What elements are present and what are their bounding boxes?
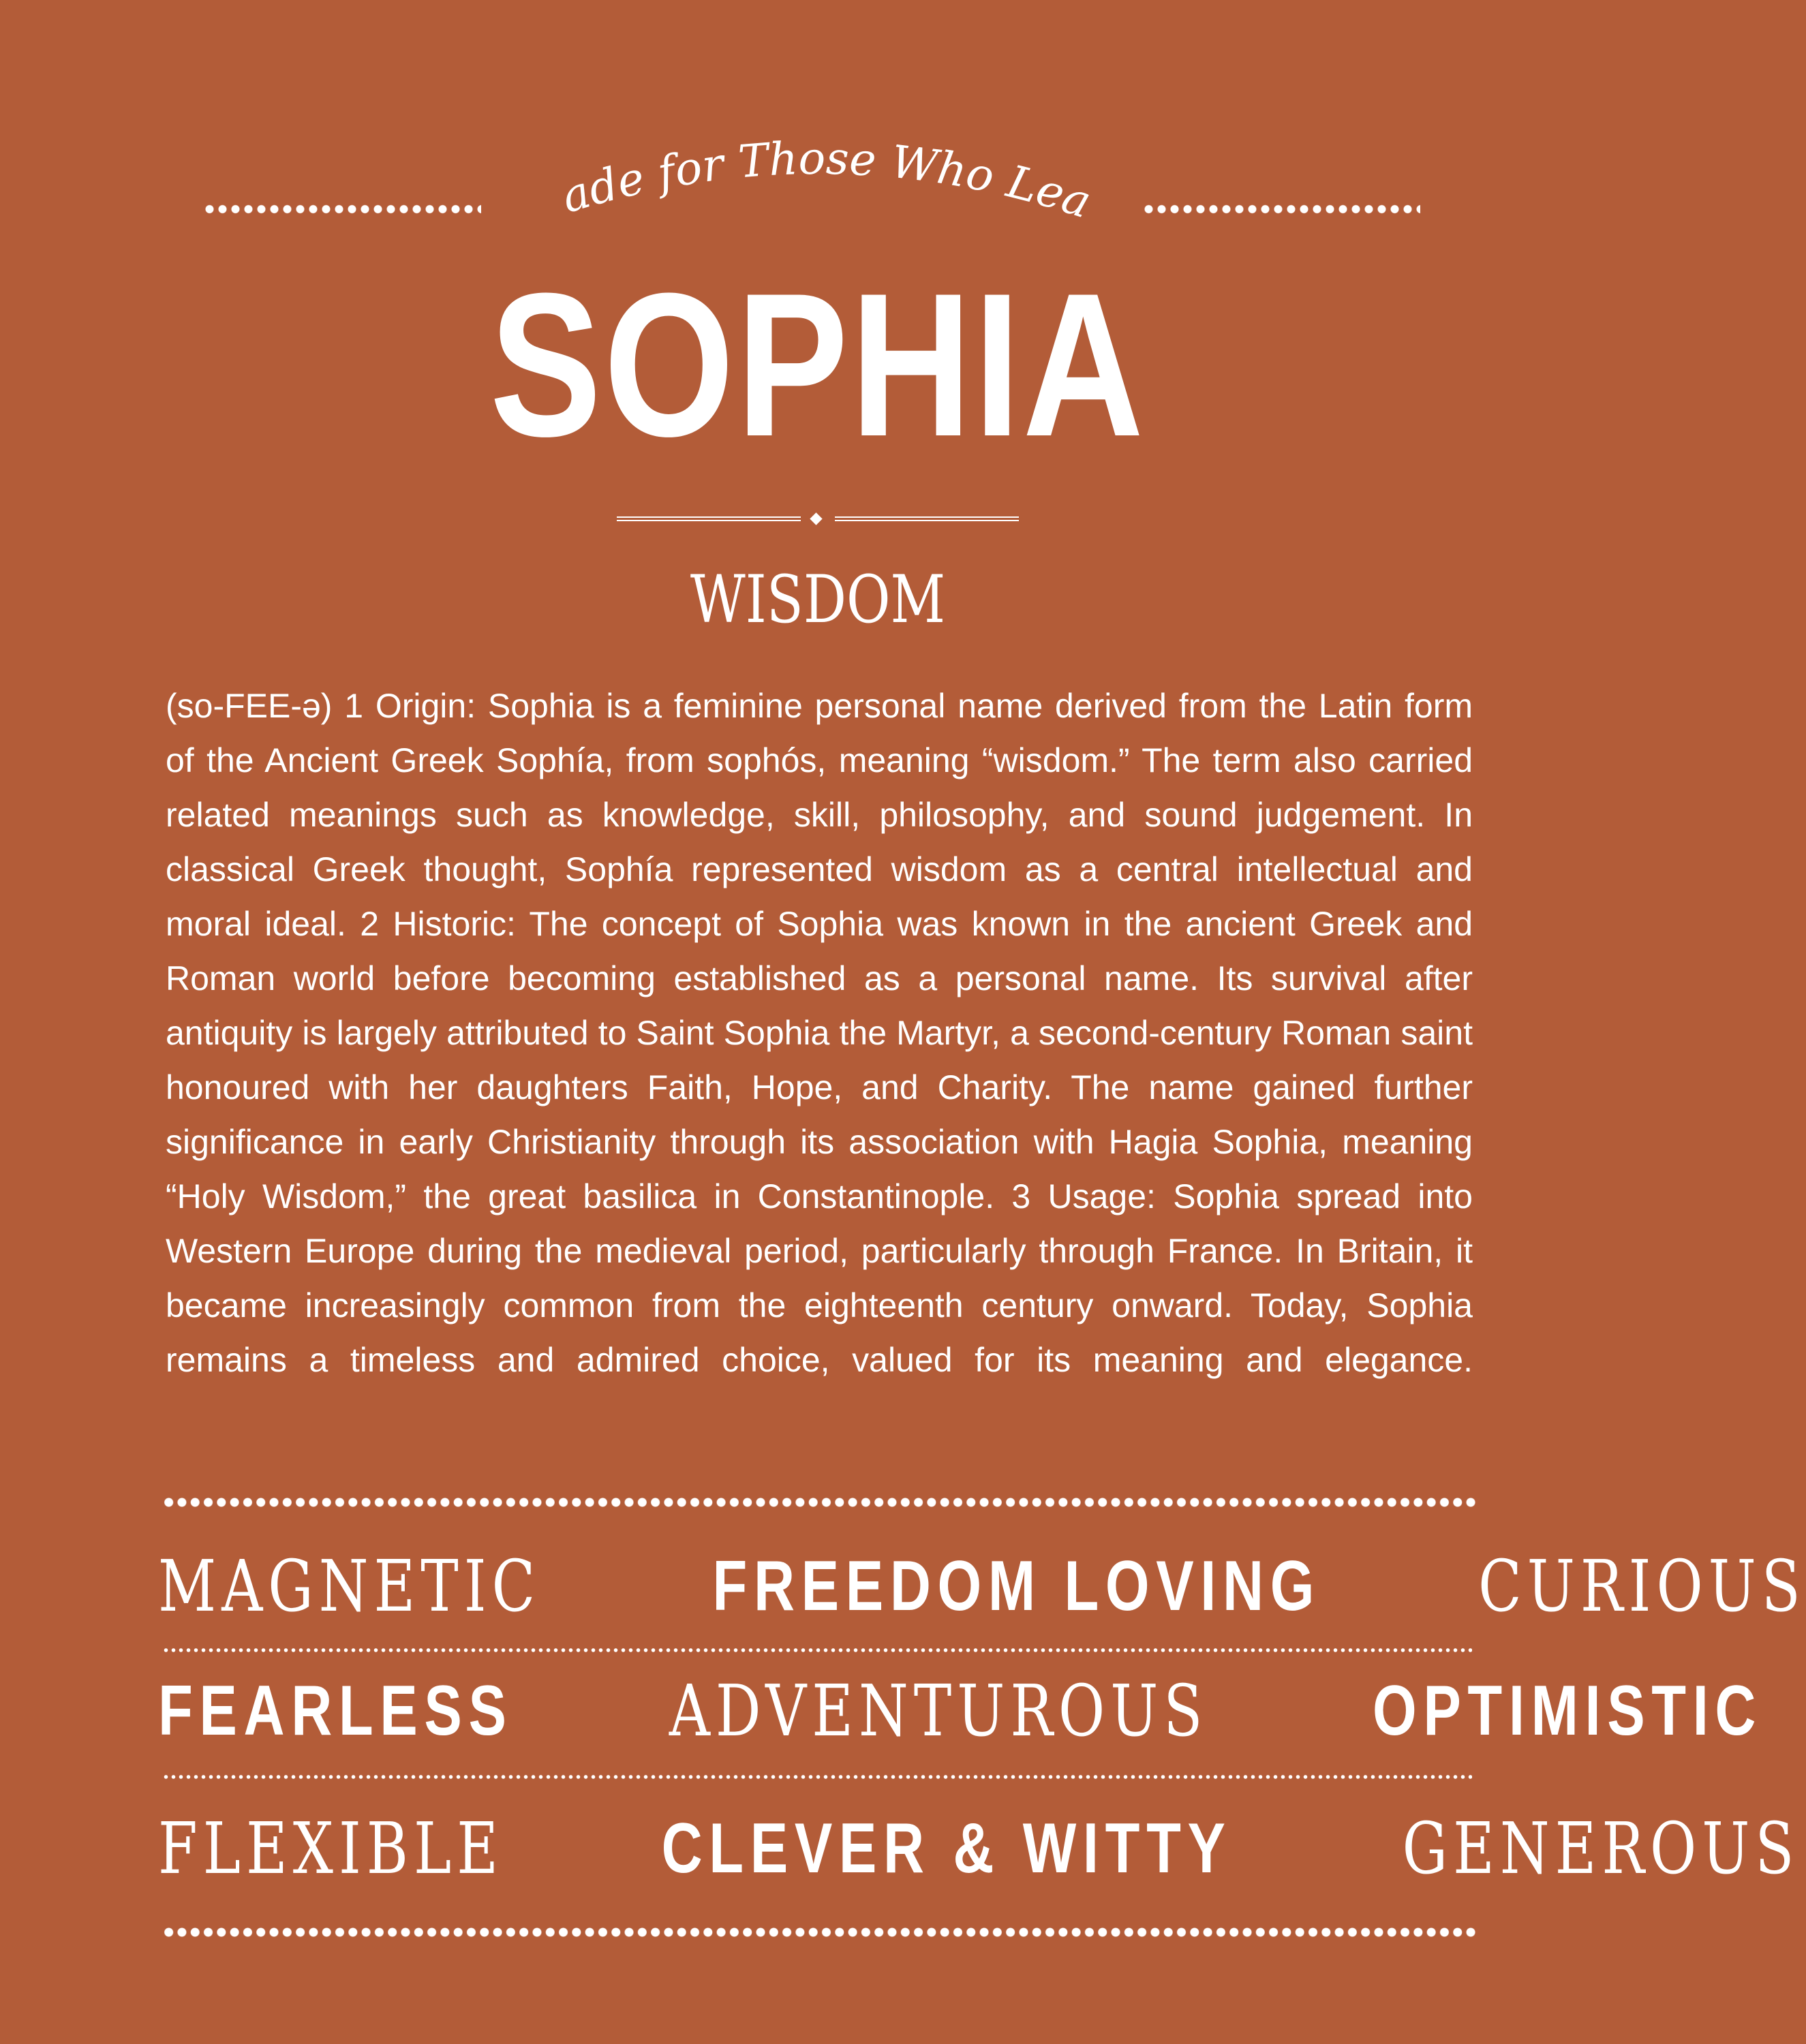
- tagline-arc: [515, 74, 1097, 232]
- ornament-divider: [617, 513, 1019, 529]
- trait: ADVENTUROUS: [669, 1669, 1208, 1752]
- svg-text:Made for Those Who Lead: [515, 74, 1097, 229]
- trait: FEARLESS: [158, 1671, 513, 1750]
- top-left-dotted-rule: [203, 204, 481, 214]
- traits-top-dotted-rule: [162, 1497, 1478, 1508]
- trait: GENEROUS: [1402, 1807, 1800, 1890]
- trait: OPTIMISTIC: [1372, 1671, 1763, 1750]
- ornament-left-line: [617, 516, 801, 521]
- tagline-text: Made for Those Who Lead: [515, 74, 1097, 229]
- trait: FLEXIBLE: [158, 1807, 504, 1890]
- traits-divider-2: [162, 1775, 1472, 1779]
- traits-bottom-dotted-rule: [162, 1927, 1478, 1938]
- trait: FREEDOM LOVING: [712, 1547, 1321, 1626]
- name-description: (so-FEE-ə) 1 Origin: Sophia is a feminine personal name derived from the Latin form of the Ancient Greek Sophía, from sophós, meaning “wisdom.” The term also carried related meanings such as knowledge, skill, philosophy, and sound judgement. In classical Greek thought, Sophía represented wisdom as a central intellectual and moral ideal. 2 Historic: The concept of Sophia was known in the ancient Greek and Roman world before becoming established as a personal name. Its survival after antiquity is largely attributed to Saint Sophia the Martyr, a second-century Roman saint honoured with her daughters Faith, Hope, and Charity. The name gained further significance in early Christianity through its association with Hagia Sophia, meaning “Holy Wisdom,” the great basilica in Constantinople. 3 Usage: Sophia spread into Western Europe during the medieval period, particularly through France. In Britain, it became increasingly common from the eighteenth century onward. Today, Sophia remains a timeless and admired choice, valued for its meaning and elegance.: [166, 687, 1473, 1379]
- ornament-right-line: [835, 516, 1019, 521]
- top-right-dotted-rule: [1142, 204, 1420, 214]
- traits-row-3: [158, 1804, 1800, 1893]
- name-title: SOPHIA: [489, 250, 1146, 479]
- traits-row-1: [158, 1542, 1806, 1630]
- traits-divider-1: [162, 1648, 1472, 1652]
- trait: MAGNETIC: [158, 1545, 541, 1628]
- traits-row-2: [158, 1667, 1763, 1755]
- trait: CLEVER & WITTY: [661, 1809, 1232, 1888]
- trait: CURIOUS: [1478, 1545, 1806, 1628]
- ornament-diamond: [810, 512, 822, 525]
- name-meaning: WISDOM: [690, 561, 946, 638]
